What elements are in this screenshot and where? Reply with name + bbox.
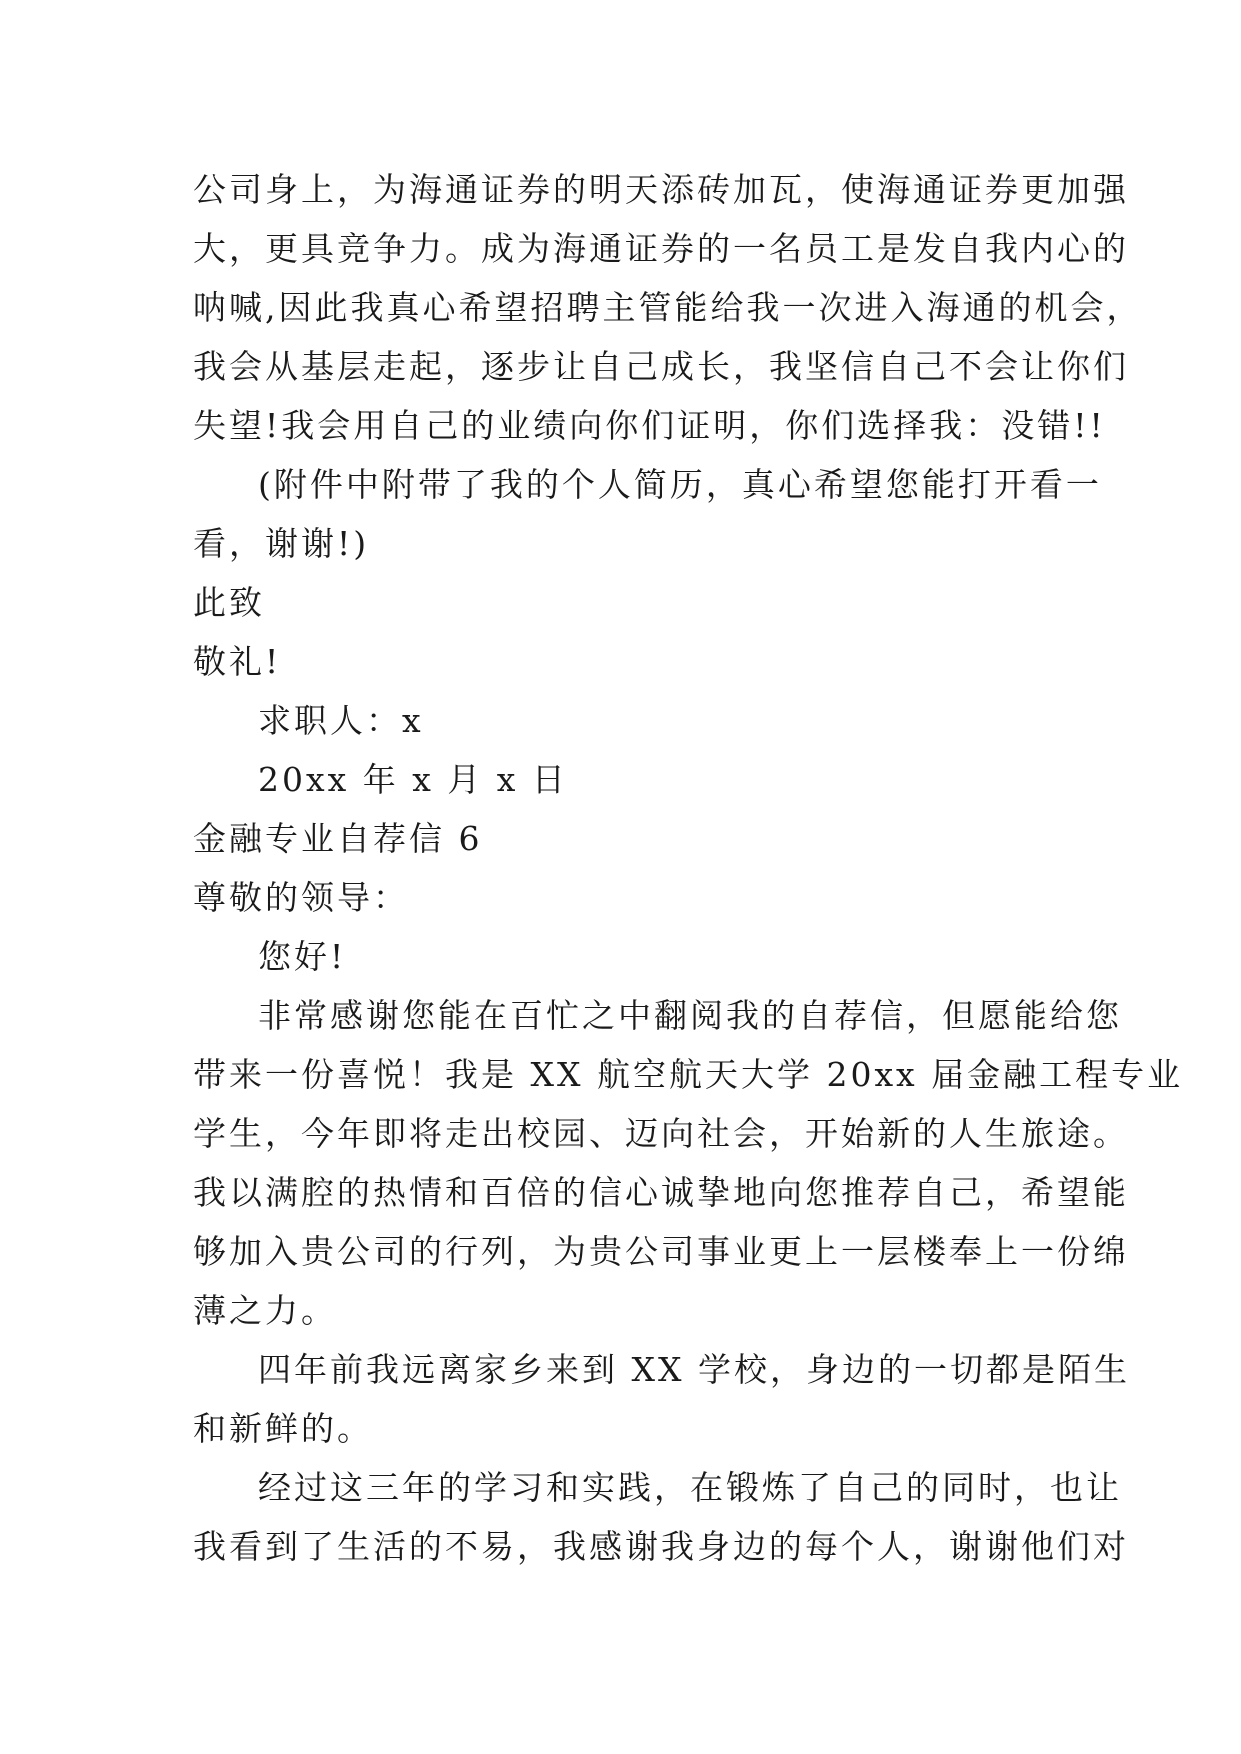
- text-line: 经过这三年的学习和实践，在锻炼了自己的同时，也让: [258, 1468, 1122, 1507]
- text-line: 够加入贵公司的行列，为贵公司事业更上一层楼奉上一份绵: [193, 1232, 1129, 1271]
- greeting-recipient: 尊敬的领导：: [193, 878, 409, 917]
- greeting: 您好!: [258, 937, 347, 976]
- text-line: 学生，今年即将走出校园、迈向社会，开始新的人生旅途。: [193, 1114, 1129, 1153]
- section-title: 金融专业自荐信 6: [193, 819, 483, 858]
- text-line: 看，谢谢!): [193, 524, 370, 563]
- text-line: 我看到了生活的不易，我感谢我身边的每个人，谢谢他们对: [193, 1527, 1129, 1566]
- closing-salutation: 此致: [193, 583, 265, 622]
- text-line: 失望!我会用自己的业绩向你们证明，你们选择我：没错!!: [193, 406, 1106, 445]
- text-line: 呐喊,因此我真心希望招聘主管能给我一次进入海通的机会，: [193, 288, 1143, 327]
- letter-date: 20xx 年 x 月 x 日: [258, 760, 568, 799]
- letter-body: [193, 160, 1184, 1576]
- text-line: 大，更具竞争力。成为海通证券的一名员工是发自我内心的: [193, 229, 1129, 268]
- text-line: 薄之力。: [193, 1291, 337, 1330]
- closing-regards: 敬礼!: [193, 642, 282, 681]
- text-line: 带来一份喜悦！我是 XX 航空航天大学 20xx 届金融工程专业: [193, 1055, 1184, 1094]
- text-line: 和新鲜的。: [193, 1409, 373, 1448]
- text-line: 我会从基层走起，逐步让自己成长，我坚信自己不会让你们: [193, 347, 1129, 386]
- text-line: 我以满腔的热情和百倍的信心诚挚地向您推荐自己，希望能: [193, 1173, 1129, 1212]
- attachment-note: (附件中附带了我的个人简历，真心希望您能打开看一: [258, 465, 1102, 504]
- text-line: 非常感谢您能在百忙之中翻阅我的自荐信，但愿能给您: [258, 996, 1122, 1035]
- text-line: 四年前我远离家乡来到 XX 学校，身边的一切都是陌生: [258, 1350, 1130, 1389]
- applicant-signature: 求职人：x: [258, 701, 424, 740]
- text-line: 公司身上，为海通证券的明天添砖加瓦，使海通证券更加强: [193, 170, 1129, 209]
